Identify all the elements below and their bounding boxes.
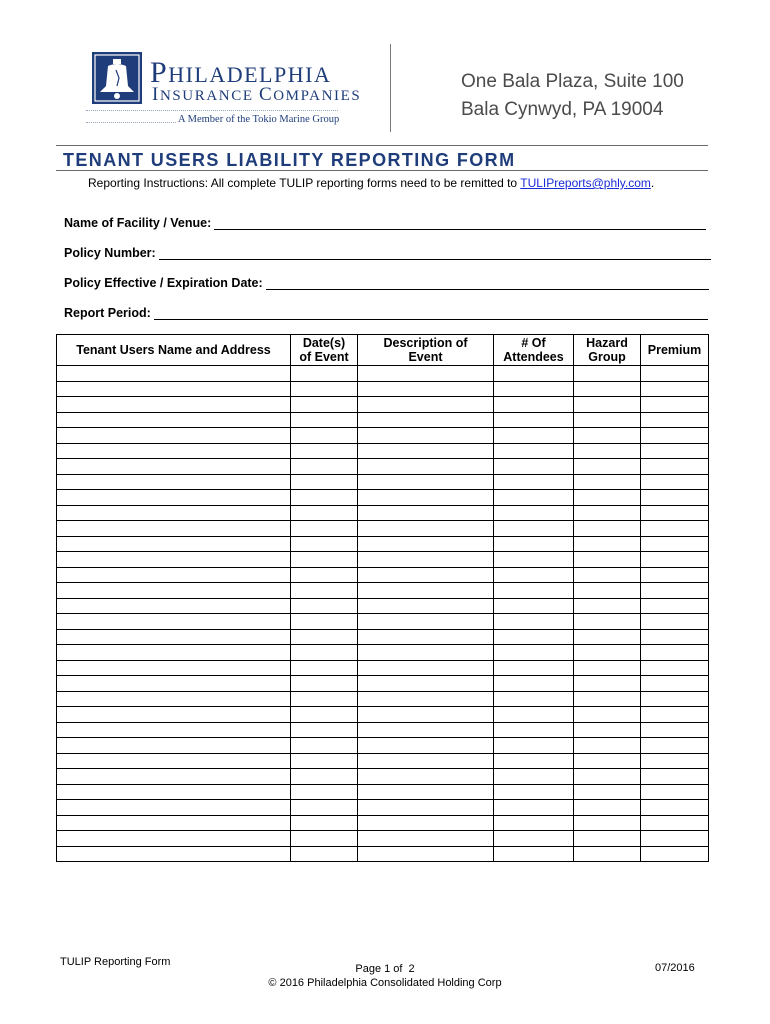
address-line-2: Bala Cynwyd, PA 19004: [461, 99, 664, 120]
table-row: [57, 722, 709, 738]
premium-cell[interactable]: [641, 521, 709, 537]
tenant-name-cell[interactable]: [57, 815, 291, 831]
logo-member-line: A Member of the Tokio Marine Group: [178, 114, 340, 125]
dates-cell[interactable]: [291, 815, 358, 831]
form-title: TENANT USERS LIABILITY REPORTING FORM: [63, 150, 516, 170]
description-cell[interactable]: [358, 784, 494, 800]
table-row: [57, 459, 709, 475]
table-row: [57, 598, 709, 614]
attendees-cell[interactable]: [494, 459, 574, 475]
column-header-tenant-name: Tenant Users Name and Address: [57, 335, 291, 366]
dates-cell[interactable]: [291, 443, 358, 459]
footer-date: 07/2016: [655, 962, 695, 974]
table-row: [57, 846, 709, 862]
attendees-cell[interactable]: [494, 676, 574, 692]
table-row: [57, 629, 709, 645]
table-row: [57, 443, 709, 459]
description-cell[interactable]: [358, 459, 494, 475]
facility-field: [64, 216, 706, 230]
hazard-group-cell[interactable]: [574, 722, 641, 738]
dates-cell[interactable]: [291, 831, 358, 847]
dates-cell[interactable]: [291, 459, 358, 475]
dates-cell[interactable]: [291, 366, 358, 382]
footer-form-name: TULIP Reporting Form: [60, 956, 171, 968]
report-period-input-line[interactable]: [154, 310, 708, 320]
tenant-name-cell[interactable]: [57, 846, 291, 862]
hazard-group-cell[interactable]: [574, 459, 641, 475]
attendees-cell[interactable]: [494, 769, 574, 785]
attendees-cell[interactable]: [494, 536, 574, 552]
table-row: [57, 536, 709, 552]
tenant-name-cell[interactable]: [57, 769, 291, 785]
table-row: [57, 738, 709, 754]
description-cell[interactable]: [358, 598, 494, 614]
facility-input-line[interactable]: [214, 220, 706, 230]
hazard-group-cell[interactable]: [574, 505, 641, 521]
attendees-cell[interactable]: [494, 397, 574, 413]
premium-cell[interactable]: [641, 815, 709, 831]
table-row: [57, 831, 709, 847]
hazard-group-cell[interactable]: [574, 769, 641, 785]
premium-cell[interactable]: [641, 412, 709, 428]
hazard-group-cell[interactable]: [574, 660, 641, 676]
dates-cell[interactable]: [291, 474, 358, 490]
tenant-name-cell[interactable]: [57, 381, 291, 397]
table-row: [57, 381, 709, 397]
description-cell[interactable]: [358, 846, 494, 862]
description-cell[interactable]: [358, 800, 494, 816]
description-cell[interactable]: [358, 660, 494, 676]
attendees-cell[interactable]: [494, 784, 574, 800]
hazard-group-cell[interactable]: [574, 381, 641, 397]
tenant-name-cell[interactable]: [57, 366, 291, 382]
premium-cell[interactable]: [641, 738, 709, 754]
column-header-premium: Premium: [641, 335, 709, 366]
tenant-name-cell[interactable]: [57, 412, 291, 428]
attendees-cell[interactable]: [494, 645, 574, 661]
description-cell[interactable]: [358, 691, 494, 707]
dates-cell[interactable]: [291, 784, 358, 800]
tenant-name-cell[interactable]: [57, 521, 291, 537]
description-cell[interactable]: [358, 645, 494, 661]
tenant-name-cell[interactable]: [57, 629, 291, 645]
hazard-group-cell[interactable]: [574, 815, 641, 831]
dates-cell[interactable]: [291, 722, 358, 738]
logo-company-name: PHILADELPHIA: [150, 56, 332, 89]
hazard-group-cell[interactable]: [574, 800, 641, 816]
premium-cell[interactable]: [641, 629, 709, 645]
table-row: [57, 800, 709, 816]
company-address: [461, 68, 684, 124]
premium-cell[interactable]: [641, 381, 709, 397]
description-cell[interactable]: [358, 815, 494, 831]
table-row: [57, 366, 709, 382]
tenant-name-cell[interactable]: [57, 583, 291, 599]
dates-cell[interactable]: [291, 676, 358, 692]
dates-cell[interactable]: [291, 660, 358, 676]
tenant-name-cell[interactable]: [57, 707, 291, 723]
tenant-name-cell[interactable]: [57, 738, 291, 754]
table-row: [57, 753, 709, 769]
tenant-name-cell[interactable]: [57, 722, 291, 738]
attendees-cell[interactable]: [494, 505, 574, 521]
table-row: [57, 769, 709, 785]
dates-cell[interactable]: [291, 691, 358, 707]
description-cell[interactable]: [358, 722, 494, 738]
premium-cell[interactable]: [641, 846, 709, 862]
dates-cell[interactable]: [291, 753, 358, 769]
dates-cell[interactable]: [291, 490, 358, 506]
attendees-cell[interactable]: [494, 521, 574, 537]
attendees-cell[interactable]: [494, 707, 574, 723]
premium-cell[interactable]: [641, 583, 709, 599]
description-cell[interactable]: [358, 707, 494, 723]
dates-cell[interactable]: [291, 397, 358, 413]
premium-cell[interactable]: [641, 784, 709, 800]
description-cell[interactable]: [358, 428, 494, 444]
reporting-table: [56, 334, 709, 862]
tenant-name-cell[interactable]: [57, 397, 291, 413]
premium-cell[interactable]: [641, 505, 709, 521]
description-cell[interactable]: [358, 676, 494, 692]
premium-cell[interactable]: [641, 366, 709, 382]
hazard-group-cell[interactable]: [574, 707, 641, 723]
table-row: [57, 614, 709, 630]
premium-cell[interactable]: [641, 397, 709, 413]
footer-page-number: Page 1 of 2: [355, 963, 415, 975]
table-row: [57, 521, 709, 537]
premium-cell[interactable]: [641, 552, 709, 568]
premium-cell[interactable]: [641, 660, 709, 676]
policy-dates-label: Policy Effective / Expiration Date:: [64, 276, 263, 290]
logo-company-subtitle: INSURANCE COMPANIES: [152, 84, 362, 105]
hazard-group-cell[interactable]: [574, 598, 641, 614]
dates-cell[interactable]: [291, 428, 358, 444]
policy-number-label: Policy Number:: [64, 246, 156, 260]
hazard-group-cell[interactable]: [574, 614, 641, 630]
table-row: [57, 428, 709, 444]
tenant-name-cell[interactable]: [57, 784, 291, 800]
table-row: [57, 815, 709, 831]
hazard-group-cell[interactable]: [574, 583, 641, 599]
policy-dates-input-line[interactable]: [266, 280, 709, 290]
reporting-instructions: [88, 176, 654, 190]
attendees-cell[interactable]: [494, 800, 574, 816]
column-header-attendees: # Of Attendees: [494, 335, 574, 366]
dates-cell[interactable]: [291, 521, 358, 537]
premium-cell[interactable]: [641, 831, 709, 847]
description-cell[interactable]: [358, 629, 494, 645]
hazard-group-cell[interactable]: [574, 521, 641, 537]
table-row: [57, 505, 709, 521]
attendees-cell[interactable]: [494, 474, 574, 490]
report-period-field: [64, 306, 708, 320]
dates-cell[interactable]: [291, 381, 358, 397]
table-row: [57, 567, 709, 583]
attendees-cell[interactable]: [494, 598, 574, 614]
attendees-cell[interactable]: [494, 691, 574, 707]
hazard-group-cell[interactable]: [574, 443, 641, 459]
description-cell[interactable]: [358, 738, 494, 754]
premium-cell[interactable]: [641, 567, 709, 583]
premium-cell[interactable]: [641, 753, 709, 769]
table-row: [57, 583, 709, 599]
dates-cell[interactable]: [291, 614, 358, 630]
attendees-cell[interactable]: [494, 722, 574, 738]
hazard-group-cell[interactable]: [574, 645, 641, 661]
premium-cell[interactable]: [641, 443, 709, 459]
instructions-text: Reporting Instructions: All complete TULIP reporting forms need to be remitted to: [88, 176, 521, 190]
dates-cell[interactable]: [291, 412, 358, 428]
liberty-bell-icon: [92, 52, 142, 104]
description-cell[interactable]: [358, 521, 494, 537]
attendees-cell[interactable]: [494, 629, 574, 645]
dates-cell[interactable]: [291, 598, 358, 614]
premium-cell[interactable]: [641, 459, 709, 475]
tenant-name-cell[interactable]: [57, 459, 291, 475]
dates-cell[interactable]: [291, 629, 358, 645]
premium-cell[interactable]: [641, 800, 709, 816]
instructions-period: .: [650, 176, 655, 190]
instructions-email-link[interactable]: TULIPreports@phly.com: [520, 176, 651, 190]
hazard-group-cell[interactable]: [574, 412, 641, 428]
hazard-group-cell[interactable]: [574, 753, 641, 769]
dates-cell[interactable]: [291, 552, 358, 568]
table-row: [57, 397, 709, 413]
tenant-name-cell[interactable]: [57, 474, 291, 490]
dates-cell[interactable]: [291, 536, 358, 552]
attendees-cell[interactable]: [494, 738, 574, 754]
description-cell[interactable]: [358, 490, 494, 506]
footer-copyright: © 2016 Philadelphia Consolidated Holding Corp: [268, 977, 502, 989]
premium-cell[interactable]: [641, 536, 709, 552]
tenant-name-cell[interactable]: [57, 598, 291, 614]
description-cell[interactable]: [358, 614, 494, 630]
hazard-group-cell[interactable]: [574, 831, 641, 847]
attendees-cell[interactable]: [494, 412, 574, 428]
dates-cell[interactable]: [291, 645, 358, 661]
tenant-name-cell[interactable]: [57, 443, 291, 459]
description-cell[interactable]: [358, 583, 494, 599]
attendees-cell[interactable]: [494, 815, 574, 831]
title-bottom-rule: [56, 170, 708, 171]
attendees-cell[interactable]: [494, 831, 574, 847]
tenant-name-cell[interactable]: [57, 490, 291, 506]
table-row: [57, 707, 709, 723]
hazard-group-cell[interactable]: [574, 676, 641, 692]
hazard-group-cell[interactable]: [574, 691, 641, 707]
description-cell[interactable]: [358, 505, 494, 521]
attendees-cell[interactable]: [494, 552, 574, 568]
table-row: [57, 474, 709, 490]
dates-cell[interactable]: [291, 846, 358, 862]
tenant-name-cell[interactable]: [57, 660, 291, 676]
policy-number-input-line[interactable]: [159, 250, 711, 260]
hazard-group-cell[interactable]: [574, 366, 641, 382]
logo-dotted-rule: [86, 110, 338, 111]
table-row: [57, 412, 709, 428]
column-header-hazard-group: Hazard Group: [574, 335, 641, 366]
description-cell[interactable]: [358, 381, 494, 397]
premium-cell[interactable]: [641, 490, 709, 506]
description-cell[interactable]: [358, 567, 494, 583]
premium-cell[interactable]: [641, 474, 709, 490]
premium-cell[interactable]: [641, 691, 709, 707]
description-cell[interactable]: [358, 412, 494, 428]
table-row: [57, 645, 709, 661]
tenant-name-cell[interactable]: [57, 428, 291, 444]
hazard-group-cell[interactable]: [574, 474, 641, 490]
description-cell[interactable]: [358, 474, 494, 490]
dates-cell[interactable]: [291, 567, 358, 583]
premium-cell[interactable]: [641, 428, 709, 444]
attendees-cell[interactable]: [494, 753, 574, 769]
premium-cell[interactable]: [641, 614, 709, 630]
table-row: [57, 552, 709, 568]
description-cell[interactable]: [358, 552, 494, 568]
dates-cell[interactable]: [291, 707, 358, 723]
attendees-cell[interactable]: [494, 381, 574, 397]
tenant-name-cell[interactable]: [57, 567, 291, 583]
header-divider: [390, 44, 391, 132]
table-body: [57, 366, 709, 862]
hazard-group-cell[interactable]: [574, 490, 641, 506]
description-cell[interactable]: [358, 397, 494, 413]
dates-cell[interactable]: [291, 583, 358, 599]
tenant-name-cell[interactable]: [57, 614, 291, 630]
premium-cell[interactable]: [641, 722, 709, 738]
description-cell[interactable]: [358, 831, 494, 847]
logo-dotted-rule-short: [86, 122, 176, 123]
description-cell[interactable]: [358, 753, 494, 769]
tenant-name-cell[interactable]: [57, 753, 291, 769]
hazard-group-cell[interactable]: [574, 536, 641, 552]
hazard-group-cell[interactable]: [574, 629, 641, 645]
attendees-cell[interactable]: [494, 583, 574, 599]
attendees-cell[interactable]: [494, 428, 574, 444]
description-cell[interactable]: [358, 366, 494, 382]
attendees-cell[interactable]: [494, 366, 574, 382]
tenant-name-cell[interactable]: [57, 800, 291, 816]
premium-cell[interactable]: [641, 769, 709, 785]
attendees-cell[interactable]: [494, 443, 574, 459]
premium-cell[interactable]: [641, 598, 709, 614]
table-header-row: [57, 335, 709, 366]
tenant-name-cell[interactable]: [57, 676, 291, 692]
hazard-group-cell[interactable]: [574, 567, 641, 583]
dates-cell[interactable]: [291, 800, 358, 816]
dates-cell[interactable]: [291, 505, 358, 521]
tenant-name-cell[interactable]: [57, 552, 291, 568]
attendees-cell[interactable]: [494, 490, 574, 506]
policy-dates-field: [64, 276, 709, 290]
address-line-1: One Bala Plaza, Suite 100: [461, 71, 684, 92]
premium-cell[interactable]: [641, 676, 709, 692]
hazard-group-cell[interactable]: [574, 784, 641, 800]
attendees-cell[interactable]: [494, 660, 574, 676]
title-top-rule: [56, 145, 708, 146]
tenant-name-cell[interactable]: [57, 645, 291, 661]
attendees-cell[interactable]: [494, 614, 574, 630]
company-logo: [86, 50, 362, 132]
tenant-name-cell[interactable]: [57, 691, 291, 707]
description-cell[interactable]: [358, 536, 494, 552]
policy-number-field: [64, 246, 711, 260]
attendees-cell[interactable]: [494, 567, 574, 583]
dates-cell[interactable]: [291, 738, 358, 754]
premium-cell[interactable]: [641, 645, 709, 661]
tenant-name-cell[interactable]: [57, 831, 291, 847]
column-header-dates: Date(s) of Event: [291, 335, 358, 366]
hazard-group-cell[interactable]: [574, 552, 641, 568]
table-row: [57, 490, 709, 506]
hazard-group-cell[interactable]: [574, 846, 641, 862]
dates-cell[interactable]: [291, 769, 358, 785]
attendees-cell[interactable]: [494, 846, 574, 862]
premium-cell[interactable]: [641, 707, 709, 723]
table-row: [57, 784, 709, 800]
table-row: [57, 691, 709, 707]
description-cell[interactable]: [358, 443, 494, 459]
facility-label: Name of Facility / Venue:: [64, 216, 212, 230]
hazard-group-cell[interactable]: [574, 428, 641, 444]
report-period-label: Report Period:: [64, 306, 151, 320]
tenant-name-cell[interactable]: [57, 536, 291, 552]
table-row: [57, 660, 709, 676]
tenant-name-cell[interactable]: [57, 505, 291, 521]
table-row: [57, 676, 709, 692]
description-cell[interactable]: [358, 769, 494, 785]
hazard-group-cell[interactable]: [574, 738, 641, 754]
hazard-group-cell[interactable]: [574, 397, 641, 413]
column-header-description: Description of Event: [358, 335, 494, 366]
